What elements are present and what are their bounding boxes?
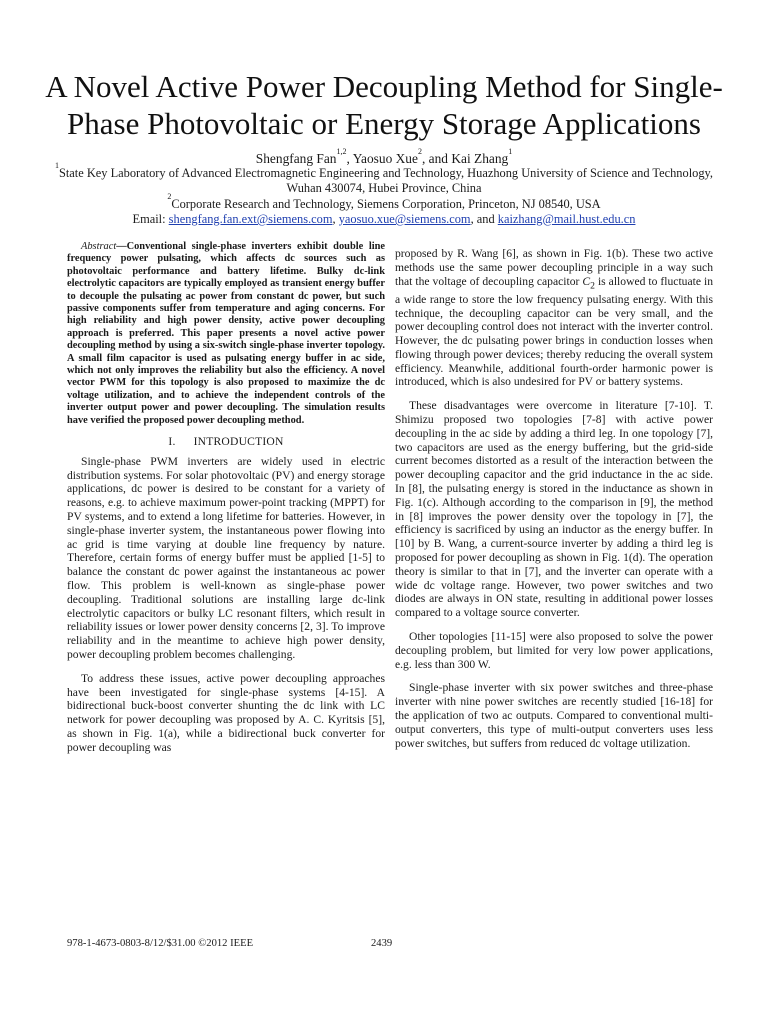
capacitor-symbol: C	[582, 274, 591, 288]
abstract-body: —Conventional single-phase inverters exhibit double line frequency power pulsating, which affects dc sources such as photovoltaic performance and battery lifetime. Bulky dc-link electrolytic capacitors are typically employed as transient energy buffer to decouple the pulsating ac power from constant dc power, but such passive components suffer from temperature and aging concerns. For high reliability and high power density, active power decoupling approach is preferred. This paper presents a novel active power decoupling method by using a six-switch single-phase inverter topology. A small film capacitor is used as pulsating energy buffer in ac side, which not only improves the reliability but also the efficiency. A novel vector PWM for this topology is also proposed to maximize the dc voltage utilization, and to achieve the independent controls of the inverter output power and power decoupling. The simulation results have verified the proposed power decoupling method.	[67, 241, 385, 426]
affiliation-2-text: Corporate Research and Technology, Siemens Corporation, Princeton, NJ 08540, USA	[171, 197, 601, 211]
abstract-lead: Abstract	[81, 241, 117, 252]
author-name-2: Yaosuo Xue	[352, 151, 418, 166]
right-paragraph-1-part-2: is allowed to fluctuate in a wide range to store the low frequency pulsating energy. With this technique, the decoupling capacitor can be very small, and the power decoupling control does not interact with the inverter control. However, the dc pulsating power brings in conduction losses when flowing through power devices; thereby reducing the overall system efficiency. Meanwhile, additional fourth-order harmonic power is introduced, which is also undesired for PV or battery systems.	[395, 274, 713, 389]
abstract	[67, 241, 385, 427]
affiliation-1-line-1: State Key Laboratory of Advanced Electromagnetic Engineering and Technology, Huazhong University of Science and Technology,	[58, 166, 714, 180]
author-separator-2: , and	[421, 151, 452, 166]
title-line-2: Phase Photovoltaic or Energy Storage Applications	[67, 106, 701, 141]
right-paragraph-1-part-1: proposed by R. Wang [6], as shown in Fig. 1(b). These two active methods use the same power decoupling principle in a way such that the voltage of decoupling capacitor	[395, 247, 713, 288]
author-list	[20, 146, 748, 167]
email-line	[12, 212, 756, 227]
paper-title	[20, 68, 748, 142]
email-separator-1: ,	[332, 212, 339, 226]
affiliation-2-mark: 2	[167, 191, 172, 201]
email-separator-2: , and	[470, 212, 498, 226]
author-separator-1: ,	[346, 151, 353, 166]
section-heading-introduction	[67, 435, 385, 449]
email-link-fan[interactable]: shengfang.fan.ext@siemens.com	[168, 212, 333, 226]
intro-paragraph-2: To address these issues, active power decoupling approaches have been investigated for single-phase systems [4-15]. A bidirectional buck-boost converter shunting the dc link with LC network for power decoupling was proposed by A. C. Kyritsis [5], as shown in Fig. 1(a), while a bidirectional buck converter for power decoupling was	[67, 671, 385, 754]
right-paragraph-4: Single-phase inverter with six power switches and three-phase inverter with nine power switches are recently studied [16-18] for the application of two ac outputs. Compared to conventional multi-output converters, this type of multi-output converters uses less power switches, but suffers from reduced dc voltage utilization.	[395, 681, 713, 750]
email-link-xue[interactable]: yaosuo.xue@siemens.com	[338, 212, 471, 226]
section-title-initial: I	[193, 435, 198, 449]
author-3-affiliation-mark: 1	[508, 146, 513, 156]
author-2-affiliation-mark: 2	[417, 146, 422, 156]
author-name-1: Shengfang Fan	[255, 151, 337, 166]
affiliation-1	[12, 160, 756, 196]
email-link-zhang[interactable]: kaizhang@mail.hust.edu.cn	[497, 212, 636, 226]
capacitor-subscript: 2	[590, 279, 595, 291]
section-number: I.	[168, 435, 176, 449]
author-name-3: Kai Zhang	[451, 151, 509, 166]
section-title-rest: NTRODUCTION	[197, 435, 284, 449]
author-1-affiliation-mark: 1,2	[336, 146, 347, 156]
footer-page-number: 2439	[371, 938, 393, 949]
title-line-1: A Novel Active Power Decoupling Method for Single-	[45, 69, 723, 104]
email-label: Email:	[132, 212, 169, 226]
right-paragraph-1	[395, 247, 713, 389]
right-column	[395, 247, 713, 750]
right-paragraph-3: Other topologies [11-15] were also proposed to solve the power decoupling problem, but limited for very low power applications, e.g. less than 300 W.	[395, 630, 713, 671]
affiliation-1-mark: 1	[54, 160, 59, 170]
intro-paragraph-1: Single-phase PWM inverters are widely used in electric distribution systems. For solar photovoltaic (PV) and energy storage applications, dc power is desired to be constant for a variety of reasons, e.g. to achieve maximum power-point tracking (MPPT) for PV systems, and to extend a long lifetime for batteries. However, in single-phase inverter system, the instantaneous power flowing into ac grid is time varying at double line frequency by nature. Therefore, certain forms of energy buffer must be applied [1-5] to balance the constant dc power against the instantaneous ac power flow. This problem is well-known as single-phase power decoupling. Traditional solutions are installing large dc-link electrolytic capacitors or bulky LC resonant filters, which result in reliability issues or lower power density concerns [2, 3]. To improve reliability and in the meantime to achieve high power density, power decoupling problem becomes challenging.	[67, 454, 385, 662]
footer-isbn: 978-1-4673-0803-8/12/$31.00 ©2012 IEEE	[67, 938, 254, 949]
affiliation-1-line-2: Wuhan 430074, Hubei Province, China	[286, 181, 482, 195]
left-column	[67, 241, 385, 755]
affiliation-2	[12, 191, 756, 212]
right-paragraph-2: These disadvantages were overcome in literature [7-10]. T. Shimizu proposed two topologies [7-8] with active power decoupling in the ac side by adding a third leg. In one topology [7], two capacitors are used as the energy buffering, but the grid-side current becomes distorted as a result of the interaction between the power decoupling capacitor and the grid inductance in the ac side. In [8], the pulsating energy is stored in the inductance as shown in Fig. 1(c). Although according to the comparison in [9], the method in [8] improves the power density over the topology in [7], the efficiency is sacrificed by using an inductor as the energy buffer. In [10] by B. Wang, a current-source inverter by adding a third leg is proposed for power decoupling as shown in Fig. 1(d). The operation theory is similar to that in [7], and the inverter can operate with a wide dc voltage range. However, two power switches and two diodes are always in ON state, resulting in additional power losses compared to a voltage source converter.	[395, 399, 713, 620]
